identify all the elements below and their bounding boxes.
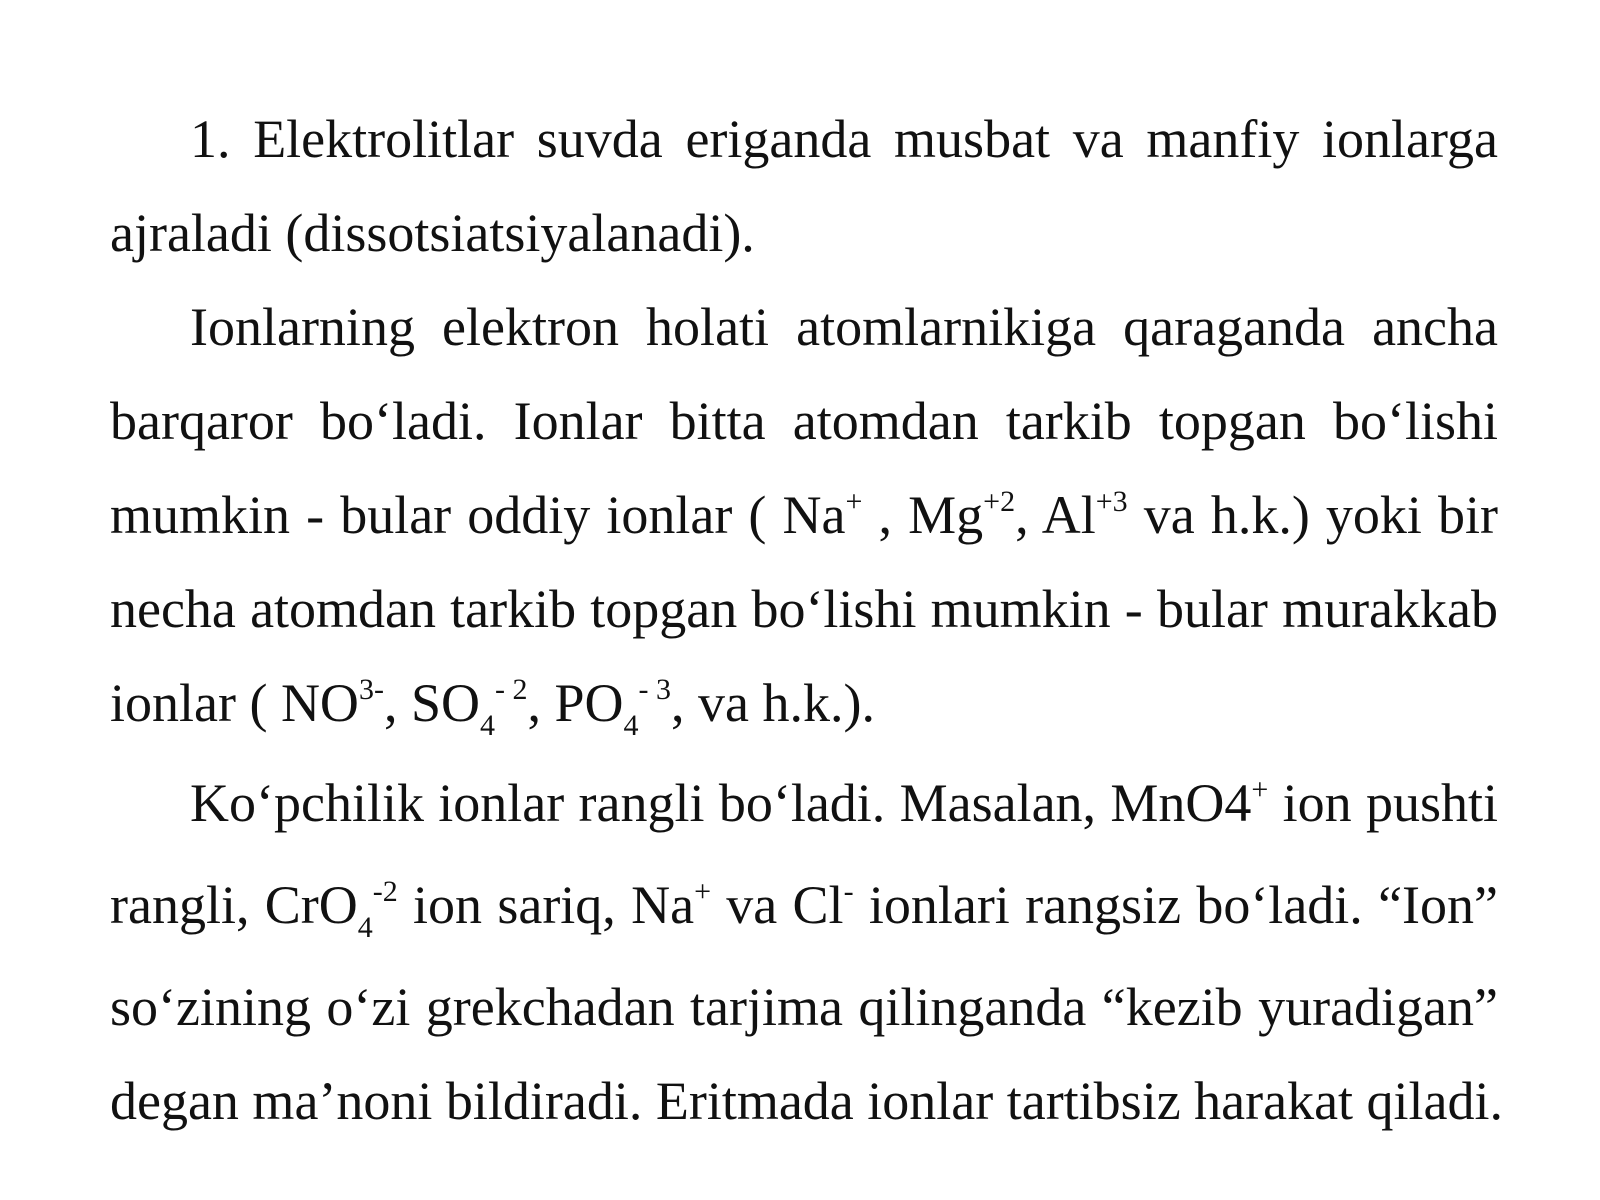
text-line: necha atomdan tarkib topgan bo‘lishi mumkin - bular murakkab [110, 579, 1498, 639]
ion-charge-superscript: - 3 [638, 673, 671, 706]
ion-charge-superscript: +3 [1095, 485, 1128, 518]
ion-charge-superscript: + [694, 875, 711, 908]
text-segment: , Al [1015, 485, 1096, 545]
atom-count-subscript: 4 [623, 709, 639, 742]
atom-count-subscript: 4 [357, 911, 373, 944]
text-segment: rangli, CrO [110, 875, 358, 935]
text-line-simple-ions [110, 468, 1498, 562]
text-segment: , Mg [862, 485, 984, 545]
text-segment: ionlar ( NO [110, 673, 359, 733]
atom-count-subscript: 4 [479, 709, 495, 742]
paragraph-2 [110, 280, 1498, 750]
ion-charge-superscript: +2 [983, 485, 1016, 518]
text-line: Ionlarning elektron holati atomlarnikiga qaraganda ancha [190, 297, 1498, 357]
text-segment: , PO [527, 673, 624, 733]
text-segment: , va h.k.). [671, 673, 875, 733]
text-line: so‘zining o‘zi grekchadan tarjima qilinganda “kezib yuradigan” [110, 977, 1498, 1037]
text-segment: va Cl [710, 875, 844, 935]
ion-charge-superscript: - [843, 875, 854, 908]
text-line-colorless-ions [110, 858, 1498, 952]
text-line: 1. Elektrolitlar suvda eriganda musbat va manfiy ionlarga [190, 109, 1498, 169]
text-segment: ionlari rangsiz bo‘ladi. “Ion” [853, 875, 1498, 935]
ion-charge-superscript: 3- [358, 673, 384, 706]
text-segment: ion pushti [1268, 773, 1498, 833]
text-segment: ion sariq, Na [397, 875, 695, 935]
document-page [110, 92, 1504, 1148]
ion-charge-superscript: -2 [372, 875, 398, 908]
paragraph-3 [110, 756, 1504, 1148]
ion-charge-superscript: + [845, 485, 863, 518]
text-line: barqaror bo‘ladi. Ionlar bitta atomdan tarkib topgan bo‘lishi [110, 391, 1498, 451]
text-segment: Ko‘pchilik ionlar rangli bo‘ladi. Masalan, MnO4 [190, 773, 1252, 833]
text-line: degan ma’noni bildiradi. Eritmada ionlar tartibsiz harakat qiladi. [110, 1071, 1504, 1131]
text-line: ajraladi (dissotsiatsiyalanadi). [110, 203, 755, 263]
paragraph-1 [110, 92, 1498, 280]
ion-charge-superscript: + [1251, 773, 1269, 806]
text-segment: va h.k.) yoki bir [1127, 485, 1499, 545]
text-line-colored-ions [110, 756, 1498, 850]
text-line-complex-ions [110, 656, 1498, 750]
text-segment: , SO [383, 673, 480, 733]
text-segment: mumkin - bular oddiy ionlar ( Na [110, 485, 846, 545]
ion-charge-superscript: - 2 [494, 673, 528, 706]
